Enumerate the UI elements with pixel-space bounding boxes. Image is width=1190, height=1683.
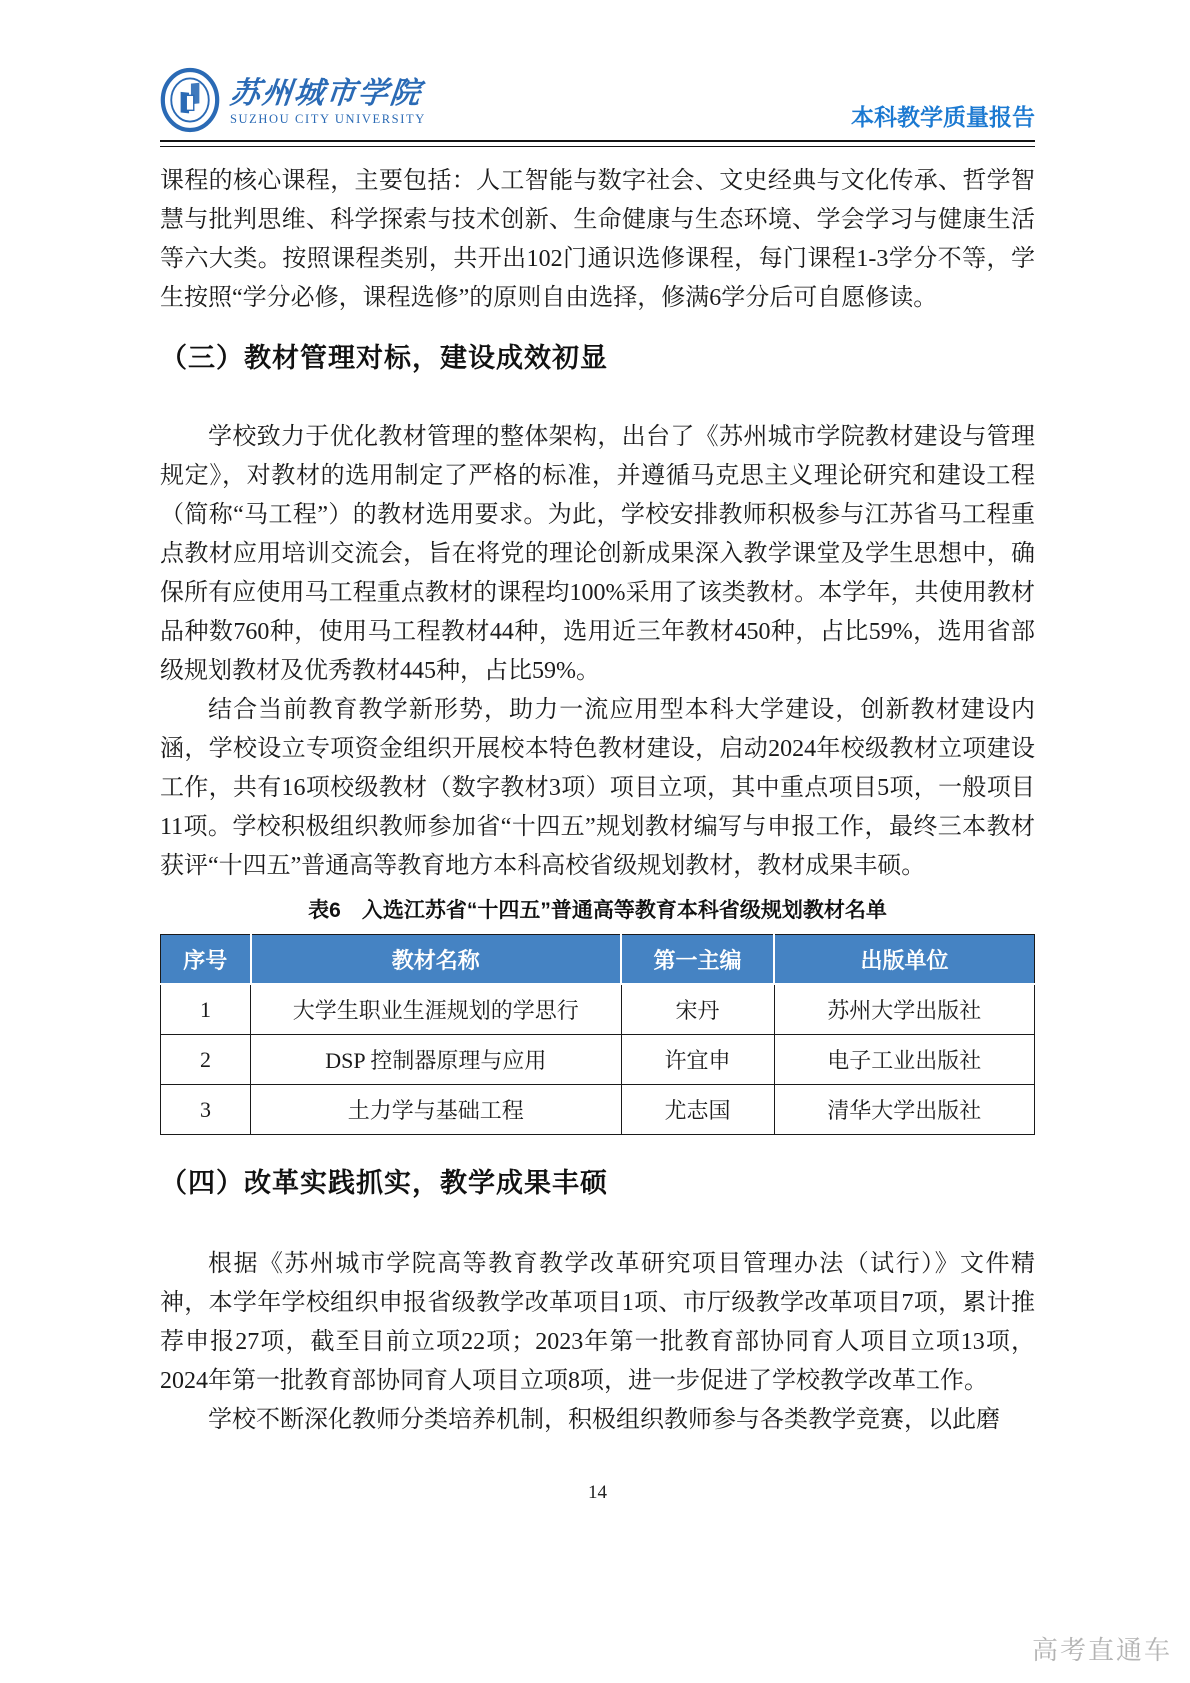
cell-chief-editor: 许宜申 bbox=[621, 1035, 774, 1085]
university-logo bbox=[160, 67, 426, 138]
col-header-material-name: 教材名称 bbox=[251, 935, 622, 985]
paragraph-intro: 课程的核心课程，主要包括：人工智能与数字社会、文史经典与文化传承、哲学智慧与批判思维、科学探索与技术创新、生命健康与生态环境、学会学习与健康生活等六大类。按照课程类别，共开出102门通识选修课程，每门课程1-3学分不等，学生按照“学分必修，课程选修”的原则自由选择，修满6学分后可自愿修读。 bbox=[160, 168, 1035, 311]
report-title: 本科教学质量报告 bbox=[851, 104, 1035, 130]
table6-caption: 表6 入选江苏省“十四五”普通高等教育本科省级规划教材名单 bbox=[308, 899, 887, 922]
university-emblem-icon bbox=[160, 67, 220, 138]
paragraph: 学校不断深化教师分类培养机制，积极组织教师参与各类教学竞赛，以此磨 bbox=[208, 1407, 1000, 1433]
table-row bbox=[161, 1035, 1035, 1085]
cell-chief-editor: 宋丹 bbox=[621, 984, 774, 1035]
cell-index: 3 bbox=[161, 1085, 251, 1135]
university-name-en: SUZHOU CITY UNIVERSITY bbox=[230, 112, 426, 126]
table-row bbox=[161, 984, 1035, 1035]
header-divider bbox=[160, 140, 1035, 147]
cell-material-name: 土力学与基础工程 bbox=[251, 1085, 622, 1135]
cell-publisher: 苏州大学出版社 bbox=[774, 984, 1034, 1035]
table-row bbox=[161, 1085, 1035, 1135]
university-name-zh: 苏州城市学院 bbox=[228, 77, 424, 110]
cell-index: 2 bbox=[161, 1035, 251, 1085]
cell-material-name: 大学生职业生涯规划的学思行 bbox=[251, 984, 622, 1035]
cell-publisher: 清华大学出版社 bbox=[774, 1085, 1034, 1135]
cell-chief-editor: 尤志国 bbox=[621, 1085, 774, 1135]
cell-publisher: 电子工业出版社 bbox=[774, 1035, 1034, 1085]
table6-materials bbox=[160, 934, 1035, 1135]
cell-material-name: DSP 控制器原理与应用 bbox=[251, 1035, 622, 1085]
page-header bbox=[0, 0, 1190, 138]
col-header-publisher: 出版单位 bbox=[774, 935, 1034, 985]
document-content bbox=[160, 162, 1035, 1504]
col-header-chief-editor: 第一主编 bbox=[621, 935, 774, 985]
cell-index: 1 bbox=[161, 984, 251, 1035]
col-header-index: 序号 bbox=[161, 935, 251, 985]
section-heading-3: （三）教材管理对标，建设成效初显 bbox=[160, 343, 608, 373]
table-header-row bbox=[161, 935, 1035, 985]
paragraph: 学校致力于优化教材管理的整体架构，出台了《苏州城市学院教材建设与管理规定》，对教材的选用制定了严格的标准，并遵循马克思主义理论研究和建设工程（简称“马工程”）的教材选用要求。为此，学校安排教师积极参与江苏省马工程重点教材应用培训交流会，旨在将党的理论创新成果深入教学课堂及学生思想中，确保所有应使用马工程重点教材的课程均100%采用了该类教材。本学年，共使用教材品种数760种，使用马工程教材44种，选用近三年教材450种，占比59%，选用省部级规划教材及优秀教材445种，占比59%。 bbox=[160, 424, 1035, 684]
watermark-text: 高考直通车 bbox=[1031, 1635, 1172, 1665]
page-number: 14 bbox=[588, 1482, 607, 1503]
section-heading-4: （四）改革实践抓实，教学成果丰硕 bbox=[160, 1168, 608, 1198]
paragraph: 根据《苏州城市学院高等教育教学改革研究项目管理办法（试行）》文件精神，本学年学校组织申报省级教学改革项目1项、市厅级教学改革项目7项，累计推荐申报27项，截至目前立项22项；2023年第一批教育部协同育人项目立项13项，2024年第一批教育部协同育人项目立项8项，进一步促进了学校教学改革工作。 bbox=[160, 1251, 1035, 1394]
university-name bbox=[230, 78, 426, 127]
paragraph: 结合当前教育教学新形势，助力一流应用型本科大学建设，创新教材建设内涵，学校设立专项资金组织开展校本特色教材建设，启动2024年校级教材立项建设工作，共有16项校级教材（数字教材3项）项目立项，其中重点项目5项，一般项目11项。学校积极组织教师参加省“十四五”规划教材编写与申报工作，最终三本教材获评“十四五”普通高等教育地方本科高校省级规划教材，教材成果丰硕。 bbox=[160, 697, 1035, 879]
